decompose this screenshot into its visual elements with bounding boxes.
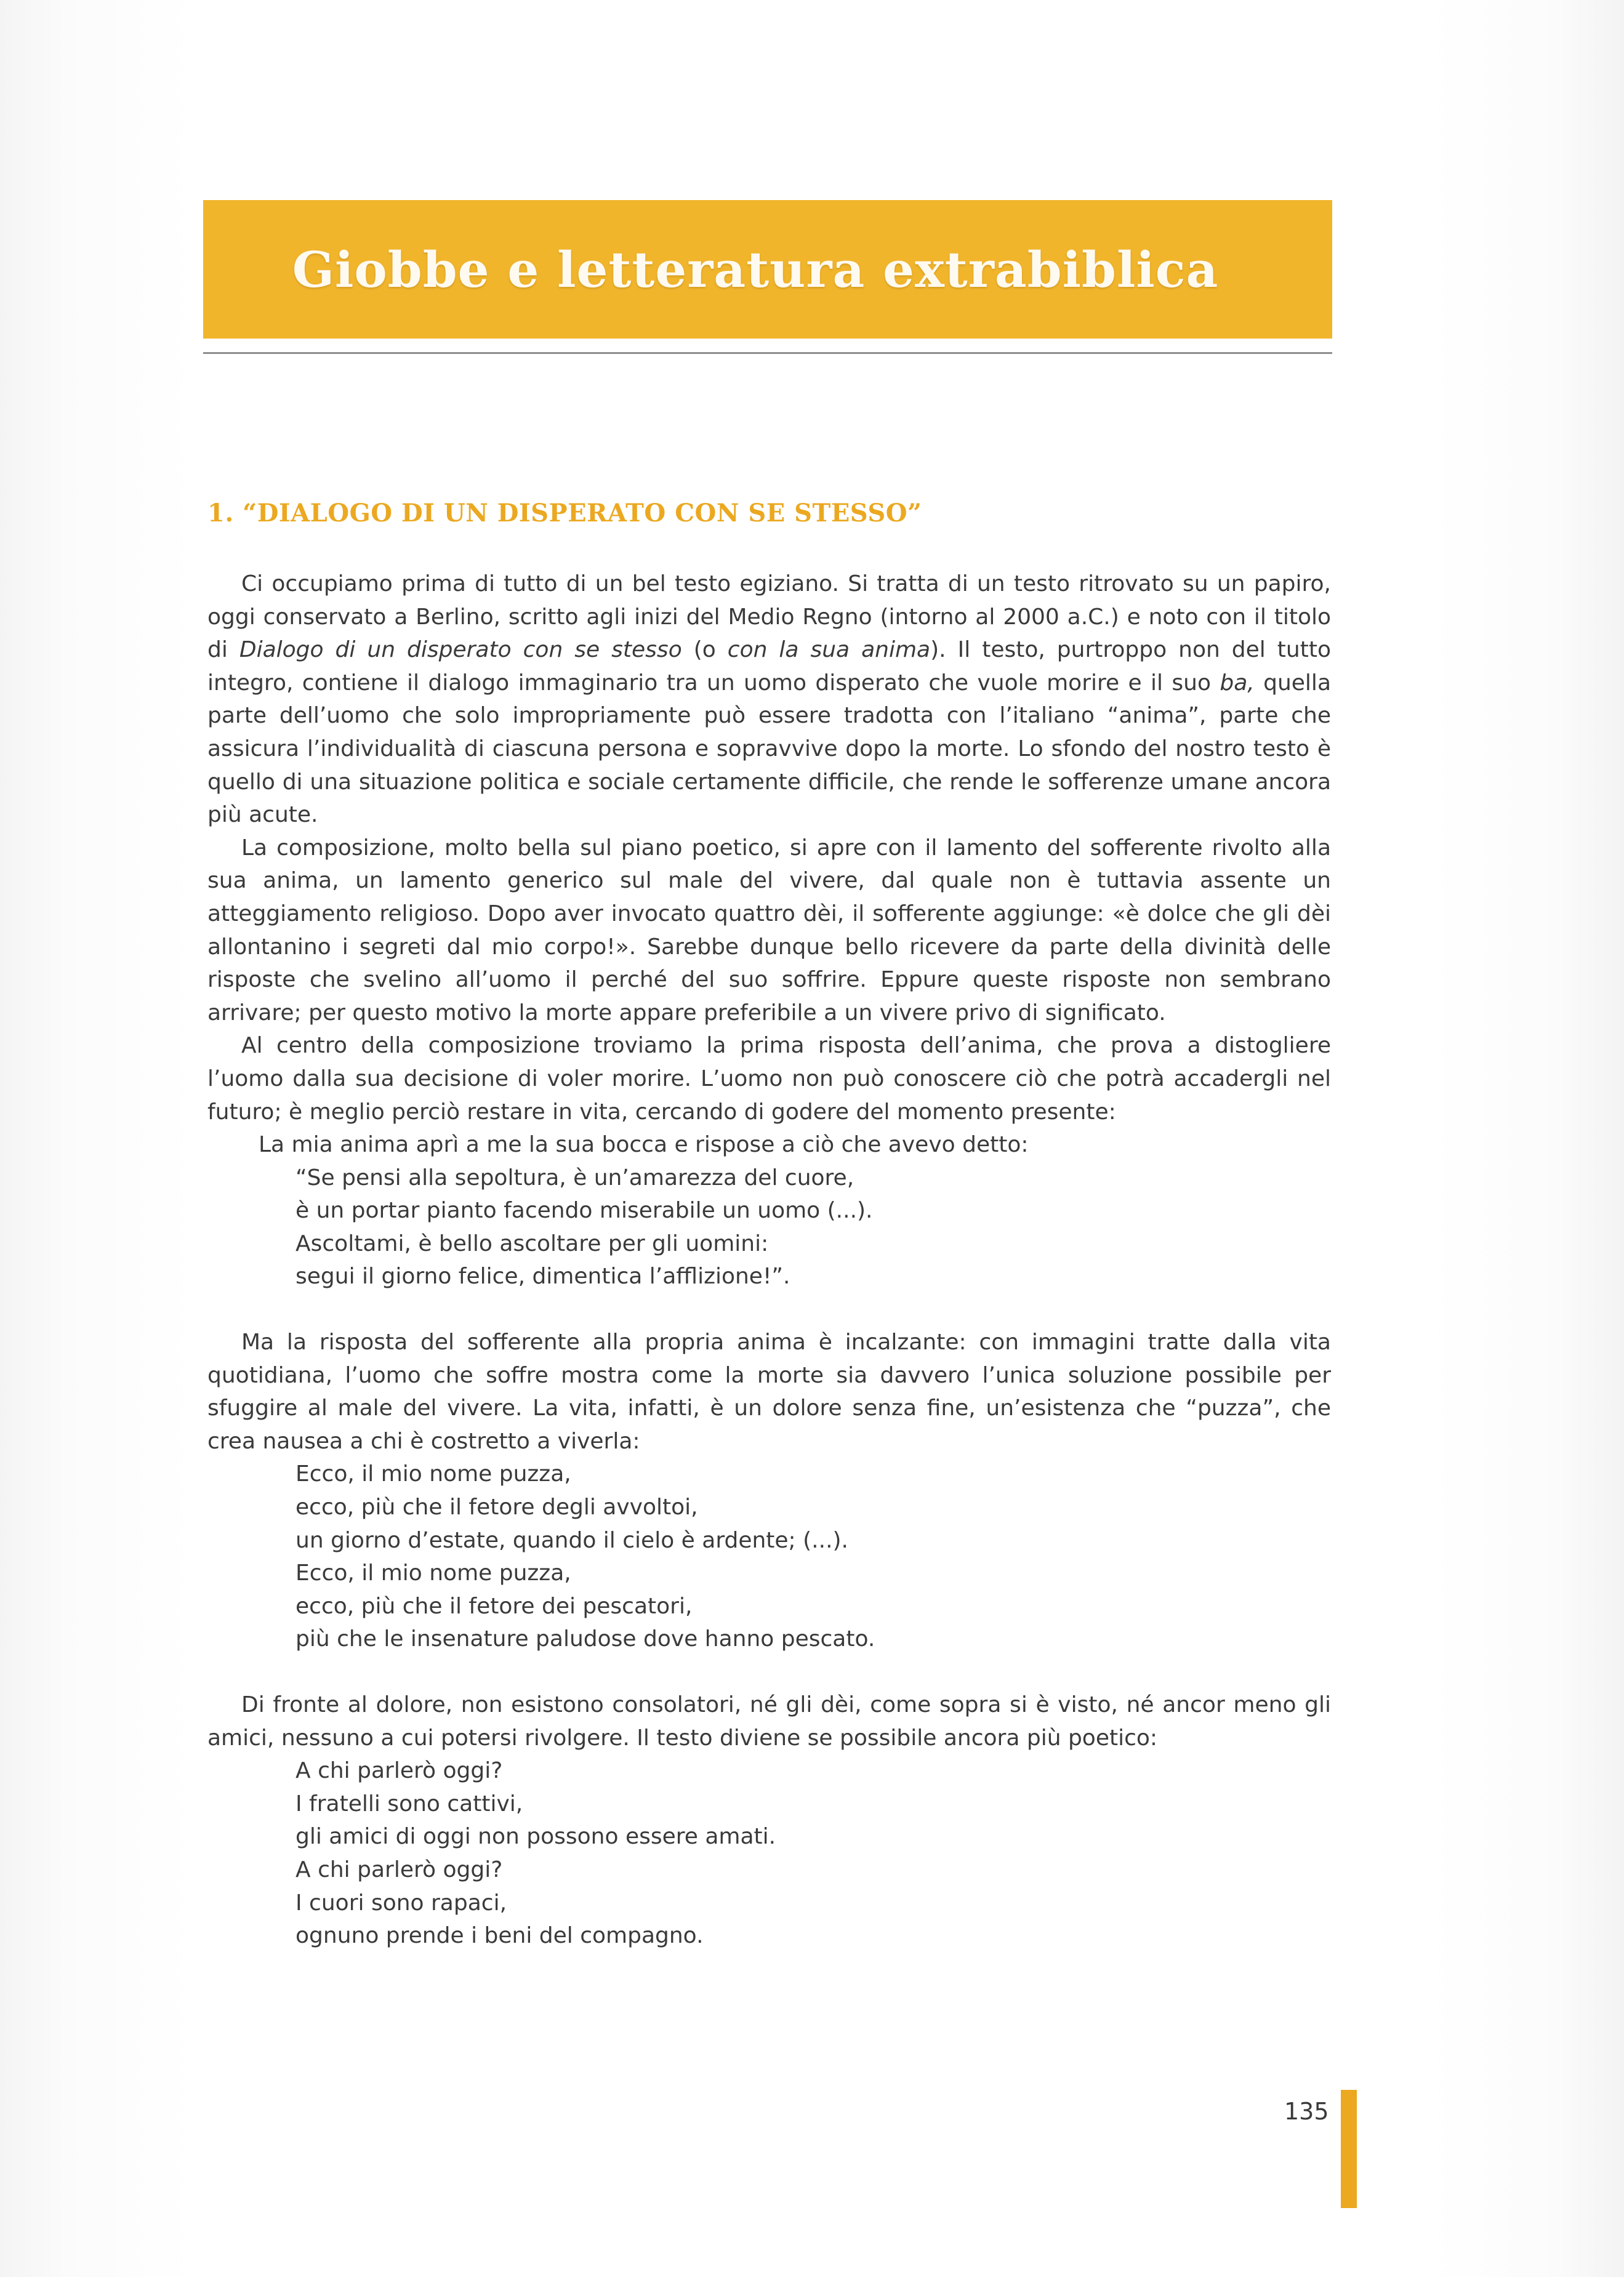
paragraph-1-text-d: quella parte dell’uomo che solo impropriamente può essere tradotta con l’italiano “anima”, parte che assicura l’individualità di ciascuna persona e sopravvive dopo la morte. Lo sfondo del nostro testo è quello di una situazione politica e sociale certamente difficile, che rende le sofferenze umane ancora più acute. [207,670,1331,828]
paragraph-1-text-c: ). Il testo, purtroppo non del tutto integro, contiene il dialogo immaginario tra un uomo disperato che vuole morire e il suo [207,637,1331,696]
spacer [207,1293,1331,1326]
quote-line: è un portar pianto facendo miserabile un uomo (...). [295,1198,873,1224]
quote-line: Ecco, il mio nome puzza, [295,1560,571,1586]
paragraph-2: La composizione, molto bella sul piano poetico, si apre con il lamento del sofferente rivolto alla sua anima, un lamento generico sul male del vivere, dal quale non è tuttavia assente un atteggiamento religioso. Dopo aver invocato quattro dèi, il sofferente aggiunge: «è dolce che gli dèi allontanino i segreti dal mio corpo!». Sarebbe dunque bello ricevere da parte della divinità delle risposte che svelino all’uomo il perché del suo soffrire. Eppure queste risposte non sembrano arrivare; per questo motivo la morte appare preferibile a un vivere privo di significato. [207,835,1331,1026]
page-number: 135 [1284,2098,1329,2125]
quote-line: ognuno prende i beni del compagno. [295,1923,704,1949]
title-divider [203,352,1332,354]
quote-line: segui il giorno felice, dimentica l’afflizione!”. [295,1264,790,1290]
page-edge-tab [1341,2090,1357,2208]
paragraph-4: Ma la risposta del sofferente alla propria anima è incalzante: con immagini tratte dalla vita quotidiana, l’uomo che soffre mostra come la morte sia davvero l’unica soluzione possibile per sfuggire al male del vivere. La vita, infatti, è un dolore senza fine, un’esistenza che “puzza”, che crea nausea a chi è costretto a viverla: [207,1330,1331,1454]
paragraph-3: Al centro della composizione troviamo la prima risposta dell’anima, che prova a distogliere l’uomo dalla sua decisione di voler morire. L’uomo non può conoscere ciò che potrà accadergli nel futuro; è meglio perciò restare in vita, cercando di godere del momento presente: [207,1033,1331,1125]
quote-line: ecco, più che il fetore degli avvoltoi, [295,1495,698,1520]
paragraph-1 [207,568,1331,832]
paragraph-1-italic-subtitle: con la sua anima [727,637,931,663]
quote-line: un giorno d’estate, quando il cielo è ardente; (...). [295,1527,848,1553]
paragraph-1-text-a: Ci occupiamo prima di tutto di un bel testo egiziano. Si tratta di un testo ritrovato su un papiro, oggi conservato a Berlino, scritto agli inizi del Medio Regno (intorno al 2000 a.C.) e noto con il titolo di [207,571,1331,663]
chapter-title-banner [203,200,1332,339]
quote-line: A chi parlerò oggi? [295,1758,503,1784]
quote-line: Ascoltami, è bello ascoltare per gli uomini: [295,1231,769,1256]
quote-2 [207,1458,1331,1656]
quote-line: Ecco, il mio nome puzza, [295,1461,571,1487]
body-text [207,568,1331,1953]
quote-line: A chi parlerò oggi? [295,1857,503,1882]
quote-line: ecco, più che il fetore dei pescatori, [295,1593,693,1619]
quote-line: gli amici di oggi non possono essere amati. [295,1824,776,1850]
paragraph-1-italic-title: Dialogo di un disperato con se stesso [239,637,682,663]
spacer [207,1656,1331,1689]
paragraph-1-italic-ba: ba, [1220,670,1255,696]
paragraph-1-text-b: (o [681,637,728,663]
quote-3 [207,1754,1331,1953]
quote-1 [207,1128,1331,1293]
section-heading: 1. “DIALOGO DI UN DISPERATO CON SE STESSO” [207,499,922,528]
quote-line: più che le insenature paludose dove hanno pescato. [295,1626,875,1652]
quote-line: I cuori sono rapaci, [295,1890,507,1916]
quote-line: I fratelli sono cattivi, [295,1791,523,1817]
quote-line: “Se pensi alla sepoltura, è un’amarezza del cuore, [295,1165,854,1191]
quote-line: La mia anima aprì a me la sua bocca e rispose a ciò che avevo detto: [259,1132,1029,1158]
paragraph-5: Di fronte al dolore, non esistono consolatori, né gli dèi, come sopra si è visto, né ancor meno gli amici, nessuno a cui potersi rivolgere. Il testo diviene se possibile ancora più poetico: [207,1692,1331,1751]
chapter-title: Giobbe e letteratura extrabiblica [292,240,1219,299]
